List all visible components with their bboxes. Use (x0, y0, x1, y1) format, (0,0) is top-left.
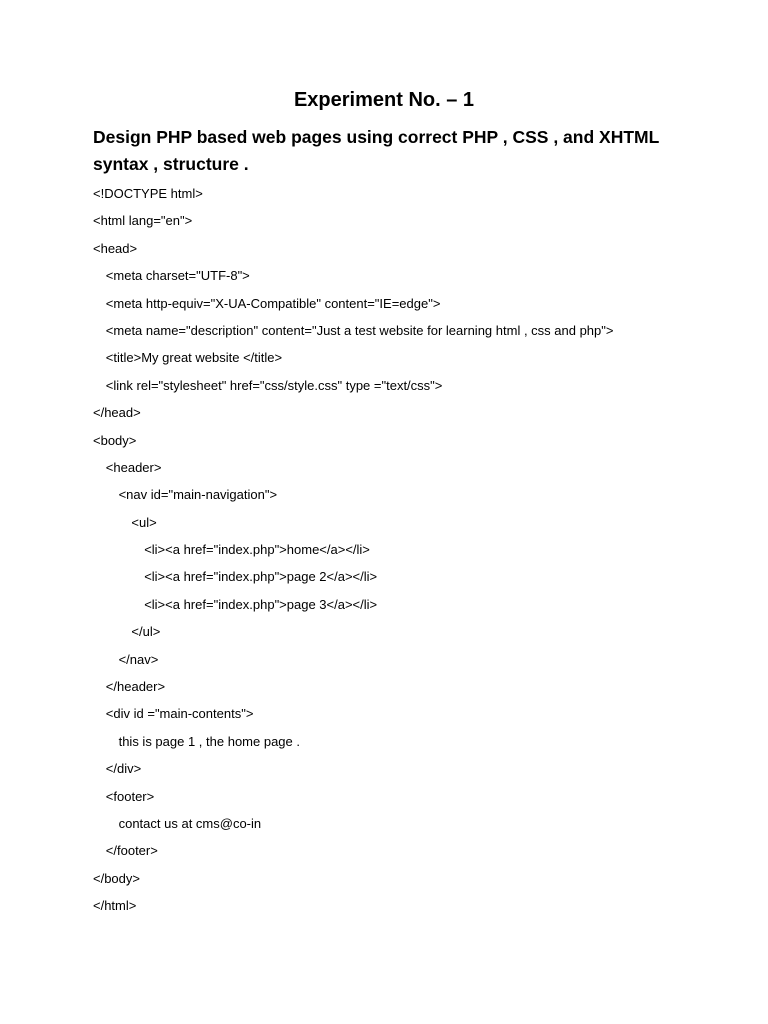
code-line: </body> (93, 870, 140, 886)
code-line: <title>My great website </title> (105, 350, 283, 366)
code-line: this is page 1 , the home page . (118, 733, 300, 749)
code-line: <li><a href="index.php">home</a></li> (144, 542, 370, 558)
code-listing (93, 185, 613, 925)
code-line: <link rel="stylesheet" href="css/style.css" type ="text/css"> (105, 377, 443, 393)
code-line: <li><a href="index.php">page 2</a></li> (144, 569, 378, 585)
code-line: <ul> (131, 514, 157, 530)
code-line: </nav> (118, 651, 159, 667)
code-line: <head> (93, 240, 138, 256)
code-line: </head> (93, 405, 141, 421)
code-line: </footer> (105, 843, 158, 859)
code-line: <header> (105, 459, 162, 475)
code-line: <meta http-equiv="X-UA-Compatible" content="IE=edge"> (105, 295, 441, 311)
code-line: </header> (105, 679, 166, 695)
code-line: <nav id="main-navigation"> (118, 487, 278, 503)
code-line: <div id ="main-contents"> (105, 706, 254, 722)
code-line: <body> (93, 432, 137, 448)
page-subtitle: Design PHP based web pages using correct PHP , CSS , and XHTML syntax , structure . (93, 127, 659, 174)
code-line: </div> (105, 761, 142, 777)
code-line: <html lang="en"> (93, 213, 193, 229)
code-line: <footer> (105, 788, 155, 804)
code-line: </html> (93, 898, 137, 914)
code-line: <meta charset="UTF-8"> (105, 268, 250, 284)
code-line: </ul> (131, 624, 161, 640)
code-line: <!DOCTYPE html> (93, 186, 203, 201)
page-title: Experiment No. – 1 (293, 89, 475, 111)
code-line: <meta name="description" content="Just a test website for learning html , css and php"> (105, 322, 614, 338)
code-line: <li><a href="index.php">page 3</a></li> (144, 596, 378, 612)
code-line: contact us at cms@co-in (118, 815, 262, 831)
